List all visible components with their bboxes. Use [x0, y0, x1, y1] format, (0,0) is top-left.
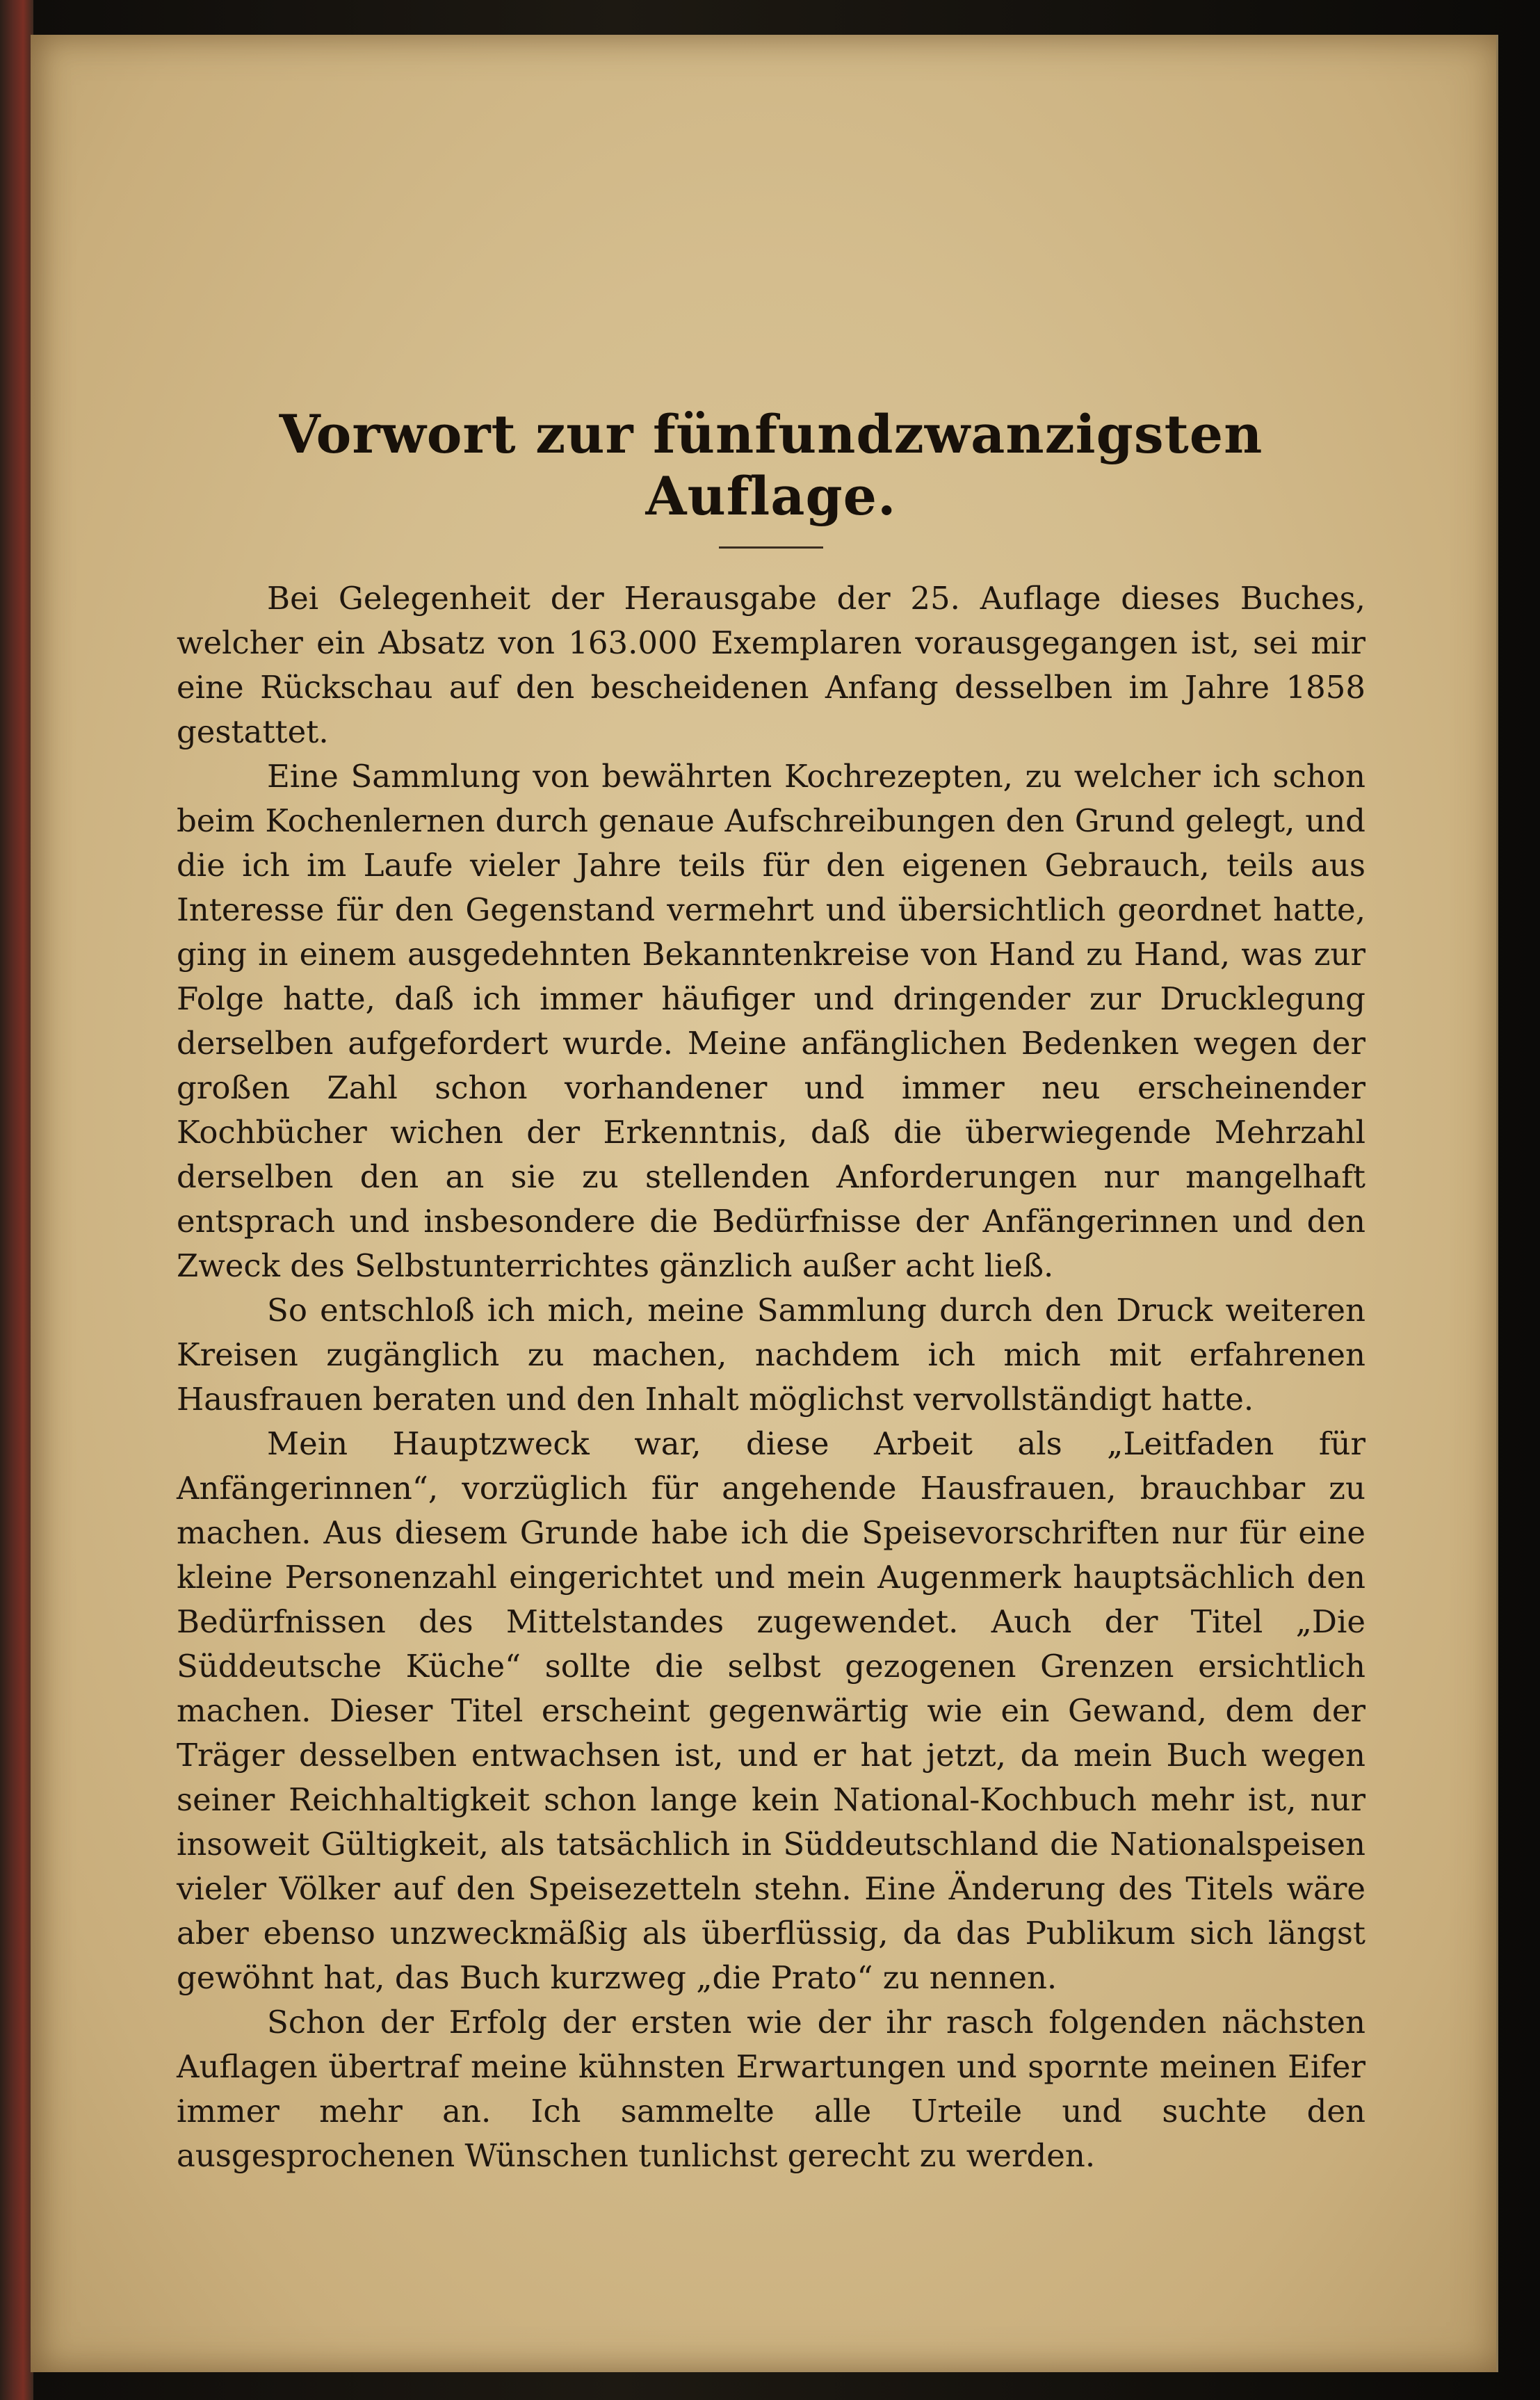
page-content — [177, 403, 1365, 2178]
paragraph-5: Schon der Erfolg der ersten wie der ihr rasch folgenden nächsten Auflagen übertraf meine kühnsten Erwartungen und spornte meinen Eifer immer mehr an. Ich sammelte alle Urteile und suchte den ausgesprochenen Wünschen tunlichst gerecht zu werden. — [177, 2004, 1365, 2174]
book-page — [31, 35, 1498, 2372]
page-title: Vorwort zur fünfundzwanzigsten Auflage. — [279, 403, 1263, 527]
paragraph-3: So entschloß ich mich, meine Sammlung durch den Druck weiteren Kreisen zugänglich zu machen, nachdem ich mich mit erfahrenen Hausfrauen beraten und den Inhalt möglichst vervollständigt hatte. — [177, 1292, 1365, 1418]
book-spine — [0, 0, 33, 2400]
title-divider — [719, 546, 823, 549]
paragraph-1: Bei Gelegenheit der Herausgabe der 25. Auflage dieses Buches, welcher ein Absatz von 163.000 Exemplaren vorausgegangen ist, sei mir eine Rückschau auf den bescheidenen Anfang desselben im Jahre 1858 gestattet. — [177, 580, 1365, 750]
paragraph-4: Mein Hauptzweck war, diese Arbeit als „Leitfaden für Anfängerinnen“, vorzüglich für angehende Hausfrauen, brauchbar zu machen. Aus diesem Grunde habe ich die Speisevorschriften nur für eine kleine Personenzahl eingerichtet und mein Augenmerk hauptsächlich den Bedürfnissen des Mittelstandes zugewendet. Auch der Titel „Die Süddeutsche Küche“ sollte die selbst gezogenen Grenzen ersichtlich machen. Dieser Titel erscheint gegenwärtig wie ein Gewand, dem der Träger desselben entwachsen ist, und er hat jetzt, da mein Buch wegen seiner Reichhaltigkeit schon lange kein National-Kochbuch mehr ist, nur insoweit Gültigkeit, als tatsächlich in Süddeutschland die Nationalspeisen vieler Völker auf den Speisezetteln stehn. Eine Änderung des Titels wäre aber ebenso unzweckmäßig als überflüssig, da das Publikum sich längst gewöhnt hat, das Buch kurzweg „die Prato“ zu nennen. — [177, 1425, 1365, 1996]
paragraph-2: Eine Sammlung von bewährten Kochrezepten, zu welcher ich schon beim Kochenlernen durch genaue Aufschreibungen den Grund gelegt, und die ich im Laufe vieler Jahre teils für den eigenen Gebrauch, teils aus Interesse für den Gegenstand vermehrt und übersichtlich geordnet hatte, ging in einem ausgedehnten Bekanntenkreise von Hand zu Hand, was zur Folge hatte, daß ich immer häufiger und dringender zur Drucklegung derselben aufgefordert wurde. Meine anfänglichen Bedenken wegen der großen Zahl schon vorhandener und immer neu erscheinender Kochbücher wichen der Erkenntnis, daß die überwiegende Mehrzahl derselben den an sie zu stellenden Anforderungen nur mangelhaft entsprach und insbesondere die Bedürfnisse der Anfängerinnen und den Zweck des Selbstunterrichtes gänzlich außer acht ließ. — [177, 758, 1365, 1284]
